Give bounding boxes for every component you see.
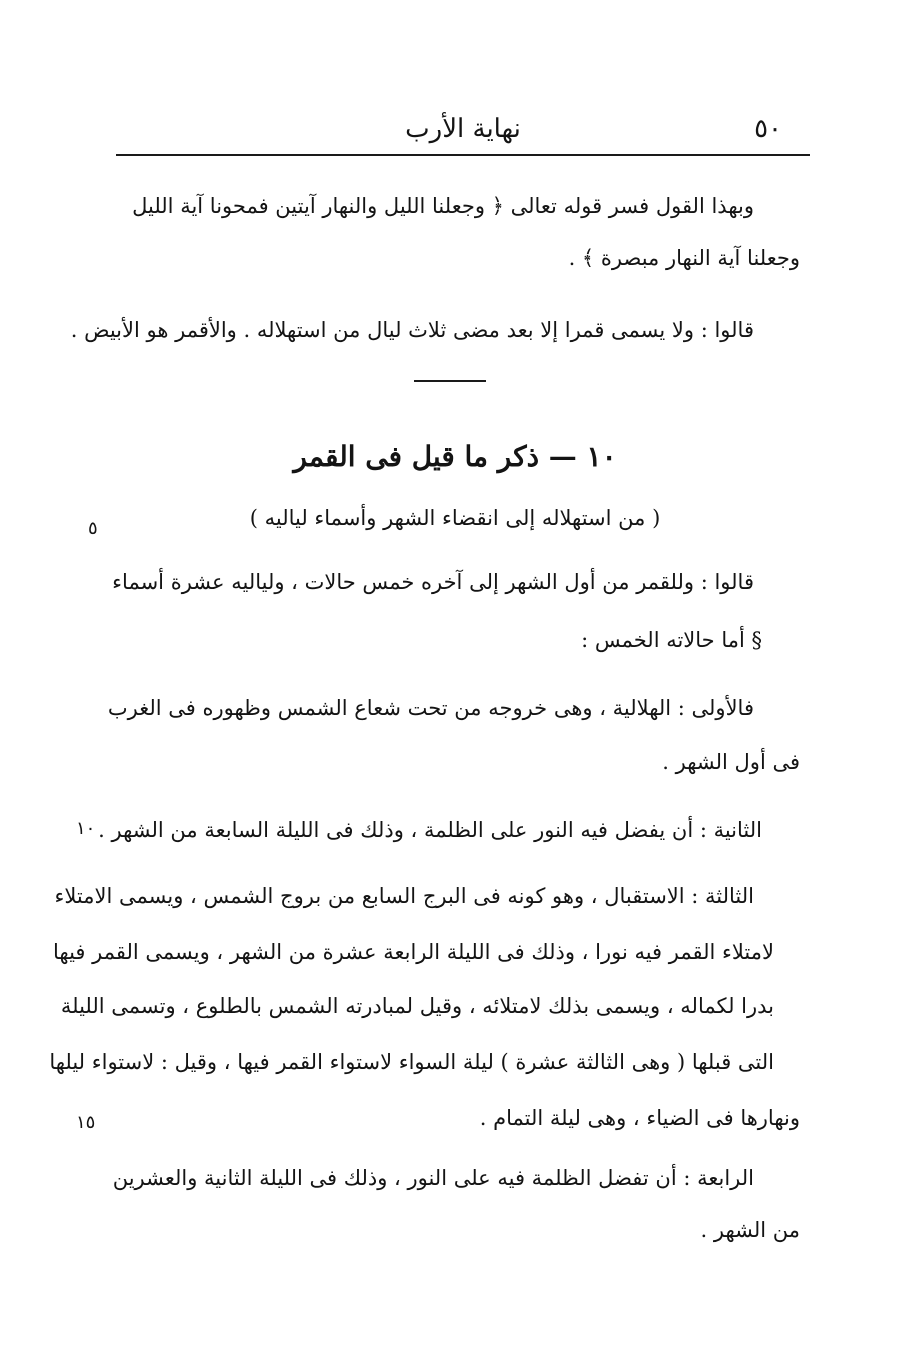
text-line: الثالثة : الاستقبال ، وهو كونه فى البرج السابع من بروج الشمس ، ويسمى الامتلاء (54, 884, 754, 908)
text-line: التى قبلها ( وهى الثالثة عشرة ) ليلة السواء لاستواء القمر فيها ، وقيل : لاستواء ليلها (49, 1050, 774, 1074)
text-line: الرابعة : أن تفضل الظلمة فيه على النور ، وذلك فى الليلة الثانية والعشرين (112, 1166, 754, 1190)
section-divider (414, 380, 486, 382)
running-title: نهاية الأرب (405, 114, 521, 144)
page-number: ٥٠ (754, 114, 782, 144)
text-line: فى أول الشهر . (662, 750, 800, 774)
text-line: وبهذا القول فسر قوله تعالى ﴿ وجعلنا الليل والنهار آيتين فمحونا آية الليل (132, 194, 754, 218)
margin-line-number: ٥ (88, 518, 98, 539)
text-line: الثانية : أن يفضل فيه النور على الظلمة ، وذلك فى الليلة السابعة من الشهر . (98, 818, 762, 842)
text-line: ونهارها فى الضياء ، وهى ليلة التمام . (479, 1106, 800, 1130)
text-line: لامتلاء القمر فيه نورا ، وذلك فى الليلة الرابعة عشرة من الشهر ، ويسمى القمر فيها (52, 940, 774, 964)
text-line: فالأولى : الهلالية ، وهى خروجه من تحت شعاع الشمس وظهوره فى الغرب (107, 696, 754, 720)
section-subheading: ( من استهلاله إلى انقضاء الشهر وأسماء لياليه ) (249, 506, 661, 530)
text-line: § أما حالاته الخمس : (581, 628, 762, 652)
margin-line-number: ١٠ (76, 818, 96, 839)
text-line: قالوا : ولا يسمى قمرا إلا بعد مضى ثلاث ليال من استهلاله . والأقمر هو الأبيض . (70, 318, 754, 342)
text-line: قالوا : وللقمر من أول الشهر إلى آخره خمس حالات ، ولياليه عشرة أسماء (112, 570, 754, 594)
text-line: من الشهر . (700, 1218, 800, 1242)
margin-line-number: ١٥ (76, 1112, 96, 1133)
text-line: بدرا لكماله ، ويسمى بذلك لامتلائه ، وقيل لمبادرته الشمس بالطلوع ، وتسمى الليلة (60, 994, 774, 1018)
page-header (116, 108, 810, 156)
text-line: وجعلنا آية النهار مبصرة ﴾ . (568, 246, 800, 270)
section-heading: ١٠ — ذكر ما قيل فى القمر (293, 440, 617, 473)
